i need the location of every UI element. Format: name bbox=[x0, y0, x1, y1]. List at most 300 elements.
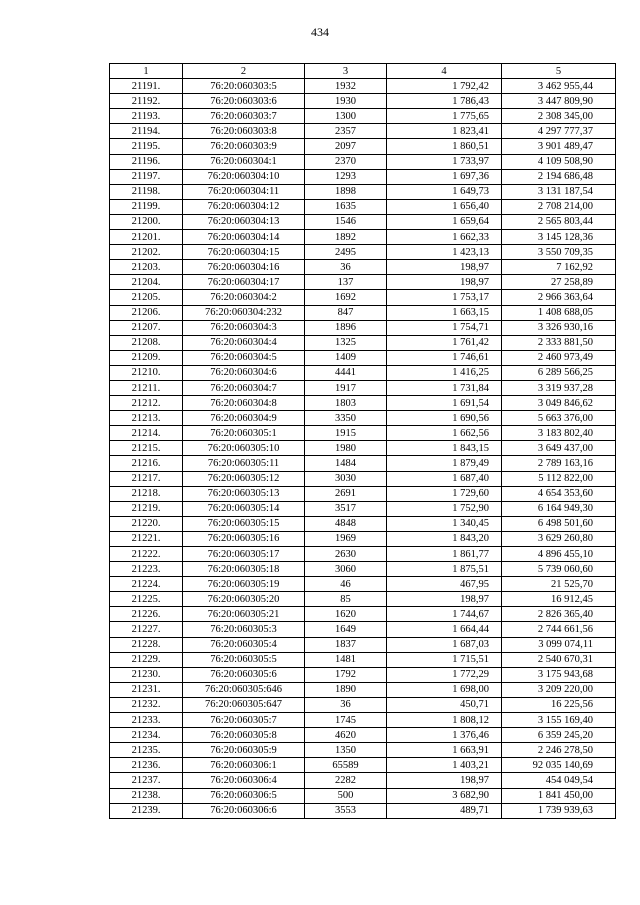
unit-value-cell: 1 403,21 bbox=[387, 758, 502, 773]
table-row bbox=[110, 139, 616, 154]
area-cell: 1969 bbox=[305, 531, 387, 546]
cadastral-number-cell: 76:20:060305:18 bbox=[183, 562, 305, 577]
row-number-cell: 21228. bbox=[110, 637, 183, 652]
row-number-cell: 21214. bbox=[110, 426, 183, 441]
cadastral-value-cell: 2 194 686,48 bbox=[502, 169, 616, 184]
table-row bbox=[110, 501, 616, 516]
area-cell: 65589 bbox=[305, 758, 387, 773]
table-row bbox=[110, 607, 616, 622]
cadastral-number-cell: 76:20:060305:1 bbox=[183, 426, 305, 441]
table-row bbox=[110, 290, 616, 305]
row-number-cell: 21230. bbox=[110, 667, 183, 682]
unit-value-cell: 489,71 bbox=[387, 803, 502, 818]
unit-value-cell: 1 659,64 bbox=[387, 214, 502, 229]
table-row bbox=[110, 260, 616, 275]
area-cell: 1484 bbox=[305, 456, 387, 471]
table-row bbox=[110, 350, 616, 365]
row-number-cell: 21224. bbox=[110, 577, 183, 592]
row-number-cell: 21210. bbox=[110, 365, 183, 380]
row-number-cell: 21197. bbox=[110, 169, 183, 184]
unit-value-cell: 1 649,73 bbox=[387, 184, 502, 199]
cadastral-value-cell: 3 175 943,68 bbox=[502, 667, 616, 682]
cadastral-value-cell: 2 826 365,40 bbox=[502, 607, 616, 622]
table-row bbox=[110, 124, 616, 139]
cadastral-value-cell: 4 896 455,10 bbox=[502, 547, 616, 562]
column-header: 1 bbox=[110, 64, 183, 79]
table-row bbox=[110, 320, 616, 335]
row-number-cell: 21195. bbox=[110, 139, 183, 154]
table-row bbox=[110, 743, 616, 758]
cadastral-number-cell: 76:20:060306:4 bbox=[183, 773, 305, 788]
row-number-cell: 21213. bbox=[110, 411, 183, 426]
cadastral-number-cell: 76:20:060305:647 bbox=[183, 697, 305, 712]
row-number-cell: 21220. bbox=[110, 516, 183, 531]
cadastral-value-cell: 3 462 955,44 bbox=[502, 79, 616, 94]
cadastral-number-cell: 76:20:060305:11 bbox=[183, 456, 305, 471]
row-number-cell: 21198. bbox=[110, 184, 183, 199]
cadastral-value-cell: 4 297 777,37 bbox=[502, 124, 616, 139]
unit-value-cell: 1 775,65 bbox=[387, 109, 502, 124]
cadastral-value-cell: 1 408 688,05 bbox=[502, 305, 616, 320]
cadastral-number-cell: 76:20:060305:646 bbox=[183, 682, 305, 697]
table-row bbox=[110, 592, 616, 607]
unit-value-cell: 1 752,90 bbox=[387, 501, 502, 516]
unit-value-cell: 1 843,20 bbox=[387, 531, 502, 546]
page-number: 434 bbox=[311, 25, 329, 39]
unit-value-cell: 1 879,49 bbox=[387, 456, 502, 471]
row-number-cell: 21215. bbox=[110, 441, 183, 456]
cadastral-number-cell: 76:20:060304:10 bbox=[183, 169, 305, 184]
row-number-cell: 21238. bbox=[110, 788, 183, 803]
cadastral-number-cell: 76:20:060306:5 bbox=[183, 788, 305, 803]
row-number-cell: 21202. bbox=[110, 245, 183, 260]
cadastral-value-cell: 3 550 709,35 bbox=[502, 245, 616, 260]
unit-value-cell: 467,95 bbox=[387, 577, 502, 592]
cadastral-number-cell: 76:20:060305:5 bbox=[183, 652, 305, 667]
area-cell: 1692 bbox=[305, 290, 387, 305]
cadastral-number-cell: 76:20:060304:11 bbox=[183, 184, 305, 199]
row-number-cell: 21209. bbox=[110, 350, 183, 365]
column-header: 2 bbox=[183, 64, 305, 79]
area-cell: 500 bbox=[305, 788, 387, 803]
cadastral-value-cell: 1 841 450,00 bbox=[502, 788, 616, 803]
row-number-cell: 21231. bbox=[110, 682, 183, 697]
cadastral-number-cell: 76:20:060304:13 bbox=[183, 214, 305, 229]
cadastral-number-cell: 76:20:060303:9 bbox=[183, 139, 305, 154]
unit-value-cell: 1 786,43 bbox=[387, 94, 502, 109]
cadastral-value-cell: 6 164 949,30 bbox=[502, 501, 616, 516]
cadastral-number-cell: 76:20:060305:8 bbox=[183, 728, 305, 743]
row-number-cell: 21226. bbox=[110, 607, 183, 622]
cadastral-number-cell: 76:20:060304:9 bbox=[183, 411, 305, 426]
cadastral-number-cell: 76:20:060304:8 bbox=[183, 396, 305, 411]
row-number-cell: 21225. bbox=[110, 592, 183, 607]
row-number-cell: 21205. bbox=[110, 290, 183, 305]
unit-value-cell: 450,71 bbox=[387, 697, 502, 712]
column-header: 3 bbox=[305, 64, 387, 79]
cadastral-number-cell: 76:20:060304:17 bbox=[183, 275, 305, 290]
cadastral-number-cell: 76:20:060305:15 bbox=[183, 516, 305, 531]
unit-value-cell: 1 687,40 bbox=[387, 471, 502, 486]
unit-value-cell: 1 731,84 bbox=[387, 380, 502, 395]
area-cell: 137 bbox=[305, 275, 387, 290]
cadastral-value-cell: 5 739 060,60 bbox=[502, 562, 616, 577]
table-row bbox=[110, 109, 616, 124]
table-row bbox=[110, 305, 616, 320]
cadastral-value-cell: 1 739 939,63 bbox=[502, 803, 616, 818]
row-number-cell: 21229. bbox=[110, 652, 183, 667]
cadastral-value-cell: 6 289 566,25 bbox=[502, 365, 616, 380]
unit-value-cell: 1 761,42 bbox=[387, 335, 502, 350]
table-row bbox=[110, 547, 616, 562]
table-row bbox=[110, 441, 616, 456]
cadastral-value-cell: 92 035 140,69 bbox=[502, 758, 616, 773]
unit-value-cell: 198,97 bbox=[387, 592, 502, 607]
area-cell: 1892 bbox=[305, 230, 387, 245]
cadastral-number-cell: 76:20:060305:16 bbox=[183, 531, 305, 546]
table-row bbox=[110, 531, 616, 546]
cadastral-number-cell: 76:20:060304:2 bbox=[183, 290, 305, 305]
unit-value-cell: 1 746,61 bbox=[387, 350, 502, 365]
cadastral-value-cell: 4 654 353,60 bbox=[502, 486, 616, 501]
area-cell: 1917 bbox=[305, 380, 387, 395]
cadastral-number-cell: 76:20:060304:4 bbox=[183, 335, 305, 350]
area-cell: 1300 bbox=[305, 109, 387, 124]
unit-value-cell: 1 691,54 bbox=[387, 396, 502, 411]
area-cell: 1837 bbox=[305, 637, 387, 652]
row-number-cell: 21201. bbox=[110, 230, 183, 245]
table-row bbox=[110, 697, 616, 712]
unit-value-cell: 198,97 bbox=[387, 275, 502, 290]
cadastral-value-cell: 16 225,56 bbox=[502, 697, 616, 712]
area-cell: 36 bbox=[305, 260, 387, 275]
table-row bbox=[110, 154, 616, 169]
area-cell: 1325 bbox=[305, 335, 387, 350]
cadastral-value-table bbox=[109, 63, 616, 819]
cadastral-number-cell: 76:20:060303:7 bbox=[183, 109, 305, 124]
cadastral-value-cell: 2 744 661,56 bbox=[502, 622, 616, 637]
cadastral-number-cell: 76:20:060305:4 bbox=[183, 637, 305, 652]
table-row bbox=[110, 79, 616, 94]
cadastral-number-cell: 76:20:060304:232 bbox=[183, 305, 305, 320]
cadastral-value-cell: 6 498 501,60 bbox=[502, 516, 616, 531]
cadastral-number-cell: 76:20:060304:6 bbox=[183, 365, 305, 380]
area-cell: 2495 bbox=[305, 245, 387, 260]
unit-value-cell: 198,97 bbox=[387, 773, 502, 788]
area-cell: 1792 bbox=[305, 667, 387, 682]
row-number-cell: 21191. bbox=[110, 79, 183, 94]
cadastral-number-cell: 76:20:060305:21 bbox=[183, 607, 305, 622]
row-number-cell: 21233. bbox=[110, 713, 183, 728]
area-cell: 1546 bbox=[305, 214, 387, 229]
cadastral-value-cell: 3 183 802,40 bbox=[502, 426, 616, 441]
row-number-cell: 21194. bbox=[110, 124, 183, 139]
row-number-cell: 21217. bbox=[110, 471, 183, 486]
cadastral-value-cell: 2 308 345,00 bbox=[502, 109, 616, 124]
row-number-cell: 21203. bbox=[110, 260, 183, 275]
row-number-cell: 21221. bbox=[110, 531, 183, 546]
unit-value-cell: 1 697,36 bbox=[387, 169, 502, 184]
cadastral-value-cell: 27 258,89 bbox=[502, 275, 616, 290]
area-cell: 1915 bbox=[305, 426, 387, 441]
cadastral-number-cell: 76:20:060305:13 bbox=[183, 486, 305, 501]
cadastral-value-cell: 3 049 846,62 bbox=[502, 396, 616, 411]
unit-value-cell: 1 663,15 bbox=[387, 305, 502, 320]
table-row bbox=[110, 275, 616, 290]
cadastral-value-cell: 3 131 187,54 bbox=[502, 184, 616, 199]
cadastral-value-cell: 5 663 376,00 bbox=[502, 411, 616, 426]
unit-value-cell: 198,97 bbox=[387, 260, 502, 275]
cadastral-value-cell: 2 789 163,16 bbox=[502, 456, 616, 471]
unit-value-cell: 1 792,42 bbox=[387, 79, 502, 94]
table-row bbox=[110, 516, 616, 531]
area-cell: 1980 bbox=[305, 441, 387, 456]
row-number-cell: 21211. bbox=[110, 380, 183, 395]
area-cell: 3553 bbox=[305, 803, 387, 818]
cadastral-value-cell: 7 162,92 bbox=[502, 260, 616, 275]
table-row bbox=[110, 214, 616, 229]
unit-value-cell: 1 753,17 bbox=[387, 290, 502, 305]
cadastral-number-cell: 76:20:060304:5 bbox=[183, 350, 305, 365]
table-row bbox=[110, 622, 616, 637]
cadastral-number-cell: 76:20:060305:3 bbox=[183, 622, 305, 637]
row-number-cell: 21193. bbox=[110, 109, 183, 124]
table-row bbox=[110, 456, 616, 471]
table-header-row bbox=[110, 64, 616, 79]
cadastral-value-cell: 3 326 930,16 bbox=[502, 320, 616, 335]
cadastral-value-cell: 21 525,70 bbox=[502, 577, 616, 592]
table-row bbox=[110, 577, 616, 592]
row-number-cell: 21219. bbox=[110, 501, 183, 516]
cadastral-number-cell: 76:20:060304:15 bbox=[183, 245, 305, 260]
row-number-cell: 21200. bbox=[110, 214, 183, 229]
cadastral-number-cell: 76:20:060305:14 bbox=[183, 501, 305, 516]
cadastral-value-cell: 3 145 128,36 bbox=[502, 230, 616, 245]
unit-value-cell: 1 698,00 bbox=[387, 682, 502, 697]
table-row bbox=[110, 471, 616, 486]
unit-value-cell: 1 715,51 bbox=[387, 652, 502, 667]
cadastral-value-cell: 2 540 670,31 bbox=[502, 652, 616, 667]
area-cell: 1745 bbox=[305, 713, 387, 728]
cadastral-value-cell: 3 155 169,40 bbox=[502, 713, 616, 728]
unit-value-cell: 1 754,71 bbox=[387, 320, 502, 335]
unit-value-cell: 1 423,13 bbox=[387, 245, 502, 260]
area-cell: 2630 bbox=[305, 547, 387, 562]
area-cell: 1803 bbox=[305, 396, 387, 411]
row-number-cell: 21222. bbox=[110, 547, 183, 562]
cadastral-value-cell: 6 359 245,20 bbox=[502, 728, 616, 743]
cadastral-value-cell: 2 708 214,00 bbox=[502, 199, 616, 214]
cadastral-number-cell: 76:20:060305:9 bbox=[183, 743, 305, 758]
table-row bbox=[110, 396, 616, 411]
table-row bbox=[110, 788, 616, 803]
area-cell: 1896 bbox=[305, 320, 387, 335]
cadastral-number-cell: 76:20:060303:5 bbox=[183, 79, 305, 94]
unit-value-cell: 1 843,15 bbox=[387, 441, 502, 456]
area-cell: 3060 bbox=[305, 562, 387, 577]
area-cell: 1620 bbox=[305, 607, 387, 622]
row-number-cell: 21204. bbox=[110, 275, 183, 290]
area-cell: 2691 bbox=[305, 486, 387, 501]
unit-value-cell: 1 875,51 bbox=[387, 562, 502, 577]
table-row bbox=[110, 758, 616, 773]
unit-value-cell: 3 682,90 bbox=[387, 788, 502, 803]
row-number-cell: 21216. bbox=[110, 456, 183, 471]
unit-value-cell: 1 860,51 bbox=[387, 139, 502, 154]
unit-value-cell: 1 733,97 bbox=[387, 154, 502, 169]
area-cell: 1350 bbox=[305, 743, 387, 758]
area-cell: 847 bbox=[305, 305, 387, 320]
table-row bbox=[110, 199, 616, 214]
unit-value-cell: 1 690,56 bbox=[387, 411, 502, 426]
table-row bbox=[110, 411, 616, 426]
cadastral-value-cell: 3 649 437,00 bbox=[502, 441, 616, 456]
table-row bbox=[110, 728, 616, 743]
area-cell: 3030 bbox=[305, 471, 387, 486]
table-row bbox=[110, 184, 616, 199]
cadastral-number-cell: 76:20:060305:20 bbox=[183, 592, 305, 607]
area-cell: 2282 bbox=[305, 773, 387, 788]
unit-value-cell: 1 729,60 bbox=[387, 486, 502, 501]
area-cell: 1635 bbox=[305, 199, 387, 214]
row-number-cell: 21234. bbox=[110, 728, 183, 743]
table-row bbox=[110, 230, 616, 245]
area-cell: 46 bbox=[305, 577, 387, 592]
unit-value-cell: 1 662,56 bbox=[387, 426, 502, 441]
unit-value-cell: 1 656,40 bbox=[387, 199, 502, 214]
table-row bbox=[110, 169, 616, 184]
row-number-cell: 21227. bbox=[110, 622, 183, 637]
row-number-cell: 21232. bbox=[110, 697, 183, 712]
area-cell: 2097 bbox=[305, 139, 387, 154]
column-header: 4 bbox=[387, 64, 502, 79]
cadastral-value-cell: 2 246 278,50 bbox=[502, 743, 616, 758]
area-cell: 1409 bbox=[305, 350, 387, 365]
row-number-cell: 21235. bbox=[110, 743, 183, 758]
area-cell: 85 bbox=[305, 592, 387, 607]
area-cell: 2370 bbox=[305, 154, 387, 169]
unit-value-cell: 1 808,12 bbox=[387, 713, 502, 728]
table-row bbox=[110, 803, 616, 818]
cadastral-number-cell: 76:20:060304:3 bbox=[183, 320, 305, 335]
table-row bbox=[110, 562, 616, 577]
area-cell: 1649 bbox=[305, 622, 387, 637]
cadastral-number-cell: 76:20:060305:10 bbox=[183, 441, 305, 456]
row-number-cell: 21223. bbox=[110, 562, 183, 577]
cadastral-value-cell: 3 319 937,28 bbox=[502, 380, 616, 395]
row-number-cell: 21196. bbox=[110, 154, 183, 169]
unit-value-cell: 1 663,91 bbox=[387, 743, 502, 758]
row-number-cell: 21207. bbox=[110, 320, 183, 335]
cadastral-value-cell: 3 209 220,00 bbox=[502, 682, 616, 697]
area-cell: 1930 bbox=[305, 94, 387, 109]
table-row bbox=[110, 652, 616, 667]
unit-value-cell: 1 376,46 bbox=[387, 728, 502, 743]
cadastral-number-cell: 76:20:060306:6 bbox=[183, 803, 305, 818]
cadastral-number-cell: 76:20:060304:16 bbox=[183, 260, 305, 275]
cadastral-number-cell: 76:20:060304:12 bbox=[183, 199, 305, 214]
column-header: 5 bbox=[502, 64, 616, 79]
area-cell: 4620 bbox=[305, 728, 387, 743]
cadastral-value-cell: 2 333 881,50 bbox=[502, 335, 616, 350]
row-number-cell: 21208. bbox=[110, 335, 183, 350]
table-row bbox=[110, 365, 616, 380]
row-number-cell: 21192. bbox=[110, 94, 183, 109]
row-number-cell: 21239. bbox=[110, 803, 183, 818]
cadastral-value-cell: 454 049,54 bbox=[502, 773, 616, 788]
table-row bbox=[110, 486, 616, 501]
table-row bbox=[110, 682, 616, 697]
cadastral-number-cell: 76:20:060306:1 bbox=[183, 758, 305, 773]
table-row bbox=[110, 637, 616, 652]
cadastral-number-cell: 76:20:060305:17 bbox=[183, 547, 305, 562]
area-cell: 1890 bbox=[305, 682, 387, 697]
cadastral-value-cell: 3 629 260,80 bbox=[502, 531, 616, 546]
unit-value-cell: 1 823,41 bbox=[387, 124, 502, 139]
cadastral-number-cell: 76:20:060303:8 bbox=[183, 124, 305, 139]
area-cell: 1293 bbox=[305, 169, 387, 184]
row-number-cell: 21218. bbox=[110, 486, 183, 501]
row-number-cell: 21206. bbox=[110, 305, 183, 320]
cadastral-value-cell: 2 460 973,49 bbox=[502, 350, 616, 365]
cadastral-value-cell: 16 912,45 bbox=[502, 592, 616, 607]
row-number-cell: 21236. bbox=[110, 758, 183, 773]
cadastral-value-cell: 2 565 803,44 bbox=[502, 214, 616, 229]
cadastral-number-cell: 76:20:060305:19 bbox=[183, 577, 305, 592]
table-row bbox=[110, 667, 616, 682]
cadastral-value-cell: 5 112 822,00 bbox=[502, 471, 616, 486]
area-cell: 1932 bbox=[305, 79, 387, 94]
table-row bbox=[110, 335, 616, 350]
unit-value-cell: 1 687,03 bbox=[387, 637, 502, 652]
cadastral-number-cell: 76:20:060303:6 bbox=[183, 94, 305, 109]
table-row bbox=[110, 426, 616, 441]
area-cell: 4848 bbox=[305, 516, 387, 531]
area-cell: 1481 bbox=[305, 652, 387, 667]
table-row bbox=[110, 94, 616, 109]
cadastral-number-cell: 76:20:060305:6 bbox=[183, 667, 305, 682]
cadastral-value-cell: 4 109 508,90 bbox=[502, 154, 616, 169]
unit-value-cell: 1 861,77 bbox=[387, 547, 502, 562]
row-number-cell: 21237. bbox=[110, 773, 183, 788]
cadastral-value-cell: 3 901 489,47 bbox=[502, 139, 616, 154]
area-cell: 4441 bbox=[305, 365, 387, 380]
area-cell: 3350 bbox=[305, 411, 387, 426]
row-number-cell: 21199. bbox=[110, 199, 183, 214]
table-row bbox=[110, 773, 616, 788]
cadastral-number-cell: 76:20:060305:12 bbox=[183, 471, 305, 486]
area-cell: 36 bbox=[305, 697, 387, 712]
unit-value-cell: 1 416,25 bbox=[387, 365, 502, 380]
table-row bbox=[110, 245, 616, 260]
cadastral-value-cell: 3 447 809,90 bbox=[502, 94, 616, 109]
unit-value-cell: 1 744,67 bbox=[387, 607, 502, 622]
cadastral-number-cell: 76:20:060304:1 bbox=[183, 154, 305, 169]
cadastral-number-cell: 76:20:060304:14 bbox=[183, 230, 305, 245]
cadastral-value-cell: 3 099 074,11 bbox=[502, 637, 616, 652]
unit-value-cell: 1 772,29 bbox=[387, 667, 502, 682]
area-cell: 2357 bbox=[305, 124, 387, 139]
cadastral-number-cell: 76:20:060304:7 bbox=[183, 380, 305, 395]
unit-value-cell: 1 340,45 bbox=[387, 516, 502, 531]
area-cell: 1898 bbox=[305, 184, 387, 199]
cadastral-value-cell: 2 966 363,64 bbox=[502, 290, 616, 305]
table-row bbox=[110, 713, 616, 728]
unit-value-cell: 1 662,33 bbox=[387, 230, 502, 245]
cadastral-number-cell: 76:20:060305:7 bbox=[183, 713, 305, 728]
table-row bbox=[110, 380, 616, 395]
row-number-cell: 21212. bbox=[110, 396, 183, 411]
